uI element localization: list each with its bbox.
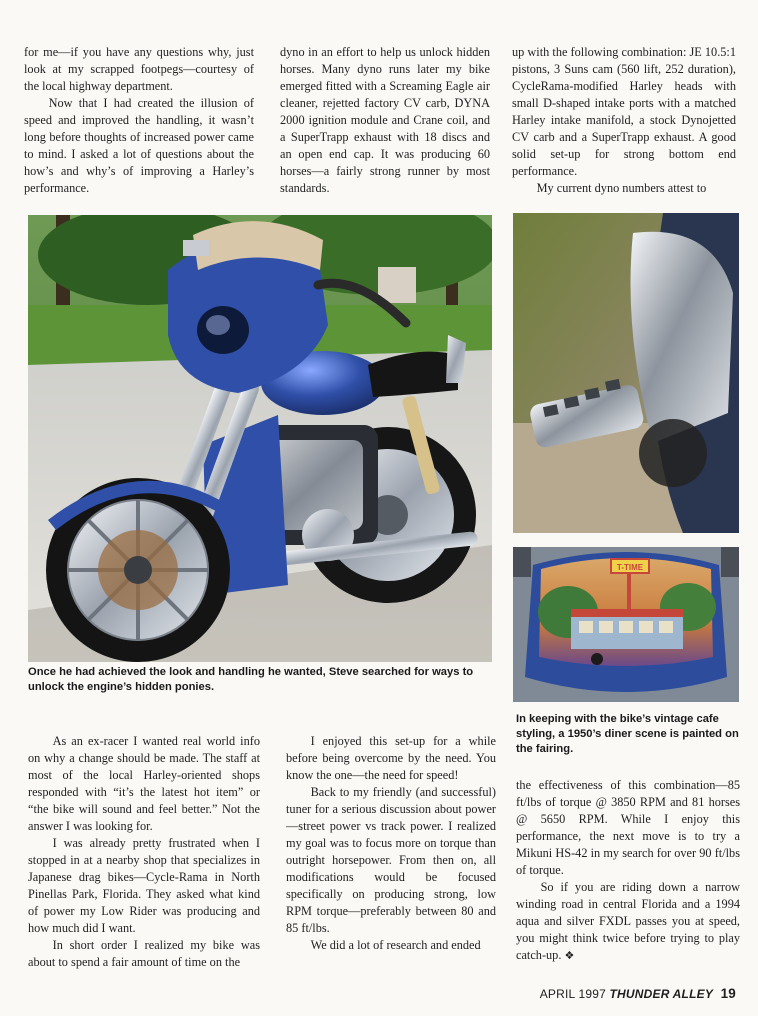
top-column-2	[280, 44, 490, 197]
paragraph-text: Now that I had created the illusion of speed and improved the handling, it wasn’t long before thoughts of increased power came to mind. I asked a lot of questions about the how’s and why’s of improving a Harley’s performance.	[24, 96, 254, 195]
bottom-column-3	[516, 777, 740, 964]
paragraph	[28, 733, 260, 835]
paragraph-text: the effectiveness of this combination—85 ft/lbs of torque @ 3850 RPM and 81 horses @ 5650 RPM. While I enjoy this performance, the next move is to try a Mikuni HS-42 in my search for over 90 ft/lbs of torque.	[516, 778, 740, 877]
paragraph	[516, 879, 740, 964]
paragraph	[516, 777, 740, 879]
paragraph	[512, 44, 736, 180]
main-photo-caption: Once he had achieved the look and handling he wanted, Steve searched for ways to unlock the engine’s hidden ponies.	[28, 666, 474, 693]
bottom-column-1	[28, 733, 260, 971]
paragraph	[24, 95, 254, 197]
paragraph-text: As an ex-racer I wanted real world info on why a change should be made. The staff at most of the local Harley-oriented shops responded with “it’s the latest hot item” or “the bike will sound and feel better.” Not the answer I was looking for.	[28, 734, 260, 833]
paragraph-text: dyno in an effort to help us unlock hidden horses. Many dyno runs later my bike emerged fitted with a Screaming Eagle air cleaner, rejetted factory CV carb, DYNA 2000 ignition module and Crane coil, and a SuperTrapp exhaust with 18 discs and an open end cap. It was producing 60 horses—a fairly strong runner by most standards.	[280, 45, 490, 195]
paragraph-text: So if you are riding down a narrow winding road in central Florida and a 1994 aqua and silver FXDL passes you at speed, you might think twice before trying to play catch-up.	[516, 880, 740, 962]
page-footer	[540, 986, 736, 1001]
paragraph	[280, 44, 490, 197]
footer-date: APRIL 1997	[539, 987, 606, 1001]
paragraph	[512, 180, 736, 197]
paragraph-text: for me—if you have any questions why, just look at my scrapped footpegs—courtesy of the local highway department.	[24, 45, 254, 93]
paragraph	[286, 733, 496, 784]
end-mark-icon: ❖	[564, 949, 575, 962]
bottom-column-2	[286, 733, 496, 954]
main-motorcycle-photo	[28, 215, 492, 662]
paragraph-text: We did a lot of research and ended	[310, 938, 481, 952]
paragraph	[286, 784, 496, 937]
paragraph-text: I enjoyed this set-up for a while before being overcome by the need. You know the one—the need for speed!	[286, 734, 496, 782]
fairing-diner-photo	[513, 547, 739, 702]
paragraph-text: I was already pretty frustrated when I stopped in at a nearby shop that specializes in Japanese drag bikes—Cycle-Rama in North Pinellas Park, Florida. They asked what kind of power my Low Rider was producing and how much did I want.	[28, 836, 260, 935]
paragraph	[28, 937, 260, 971]
paragraph-text: up with the following combination: JE 10.5:1 pistons, 3 Suns cam (560 lift, 252 duration), CycleRama-modified Harley heads with small D-shaped intake ports with a matched Harley intake manifold, a stock Dynojetted CV carb and a SuperTrapp exhaust. A good solid set-up for strong bottom end performance.	[512, 45, 736, 178]
paragraph	[286, 937, 496, 954]
fairing-photo-caption: In keeping with the bike’s vintage cafe styling, a 1950’s diner scene is painted on the fairing.	[516, 713, 739, 755]
diner-sign: T-TIME	[616, 563, 644, 572]
paragraph	[28, 835, 260, 937]
top-column-1	[24, 44, 254, 197]
paragraph	[24, 44, 254, 95]
footer-magazine: THUNDER ALLEY	[609, 987, 714, 1001]
paragraph-text: My current dyno numbers attest to	[536, 181, 707, 195]
page-number: 19	[720, 986, 736, 1001]
footpeg-photo	[513, 213, 739, 533]
top-column-3	[512, 44, 736, 197]
paragraph-text: In short order I realized my bike was about to spend a fair amount of time on the	[28, 938, 260, 969]
paragraph-text: Back to my friendly (and successful) tuner for a serious discussion about power—street power vs track power. I realized my goal was to focus more on torque than outright horsepower. From then on, all modifications would be focused specifically on producing strong, low RPM torque—preferably between 80 and 85 ft/lbs.	[286, 785, 496, 935]
